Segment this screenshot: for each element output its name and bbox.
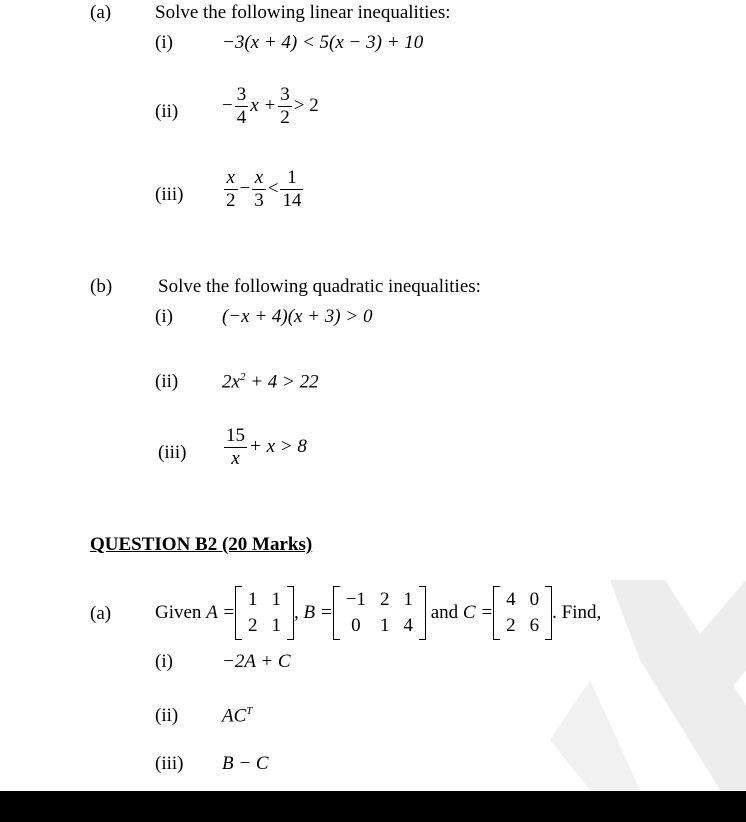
b2-item-3-label: (iii) xyxy=(155,753,184,774)
part-a-item-2-expr: − $\frac{3}{4}$ x + $\frac{3}{2}$ > 2 xyxy=(222,84,319,128)
part-a-item-2-label: (ii) xyxy=(155,101,179,122)
part-a-label: (a) xyxy=(90,2,112,23)
question-title: QUESTION B2 (20 Marks) xyxy=(90,534,313,555)
part-b-instruction: Solve the following quadratic inequalities: xyxy=(158,276,481,297)
footer-bar xyxy=(0,791,746,822)
part-b-item-1-expr: (−x + 4)(x + 3) > 0 xyxy=(222,306,373,327)
matrix-a: 1 1 2 1 xyxy=(235,586,294,640)
part-b-item-2-label: (ii) xyxy=(155,371,179,392)
part-a-item-3-label: (iii) xyxy=(155,184,184,205)
b2-item-1-label: (i) xyxy=(155,651,173,672)
matrix-definition: Given A = 1 1 2 1 , B = −1 2 1 0 1 4 and C = 4 0 2 6 . Find, xyxy=(155,584,601,642)
part-b-label: (b) xyxy=(90,276,113,297)
part-b-item-3-expr: $\frac{15}{x}$ + x > 8 xyxy=(226,425,307,469)
b2-item-2-expr: $AC^T$ xyxy=(222,705,253,727)
b2-item-2-label: (ii) xyxy=(155,705,179,726)
part-a-item-1-expr: −3(x + 4) < 5(x − 3) + 10 xyxy=(222,32,424,53)
matrix-b: −1 2 1 0 1 4 xyxy=(333,586,426,640)
part-a-instruction: Solve the following linear inequalities: xyxy=(155,2,451,23)
part-b-item-1-label: (i) xyxy=(155,306,173,327)
b2-item-3-expr: B − C xyxy=(222,753,269,774)
part-b-item-2-expr: $2x^2 + 4 > 22$ xyxy=(222,371,319,393)
part-b-item-3-label: (iii) xyxy=(158,442,187,463)
part-a-item-1-label: (i) xyxy=(155,32,173,53)
part-a-item-3-expr: $\frac{x}{2}$ − $\frac{x}{3}$ < $\frac{1}{14}$ xyxy=(226,167,302,211)
b2-part-a-label: (a) xyxy=(90,603,112,624)
watermark-graphic xyxy=(490,540,746,790)
b2-item-1-expr: −2A + C xyxy=(222,651,291,672)
matrix-c: 4 0 2 6 xyxy=(493,586,552,640)
